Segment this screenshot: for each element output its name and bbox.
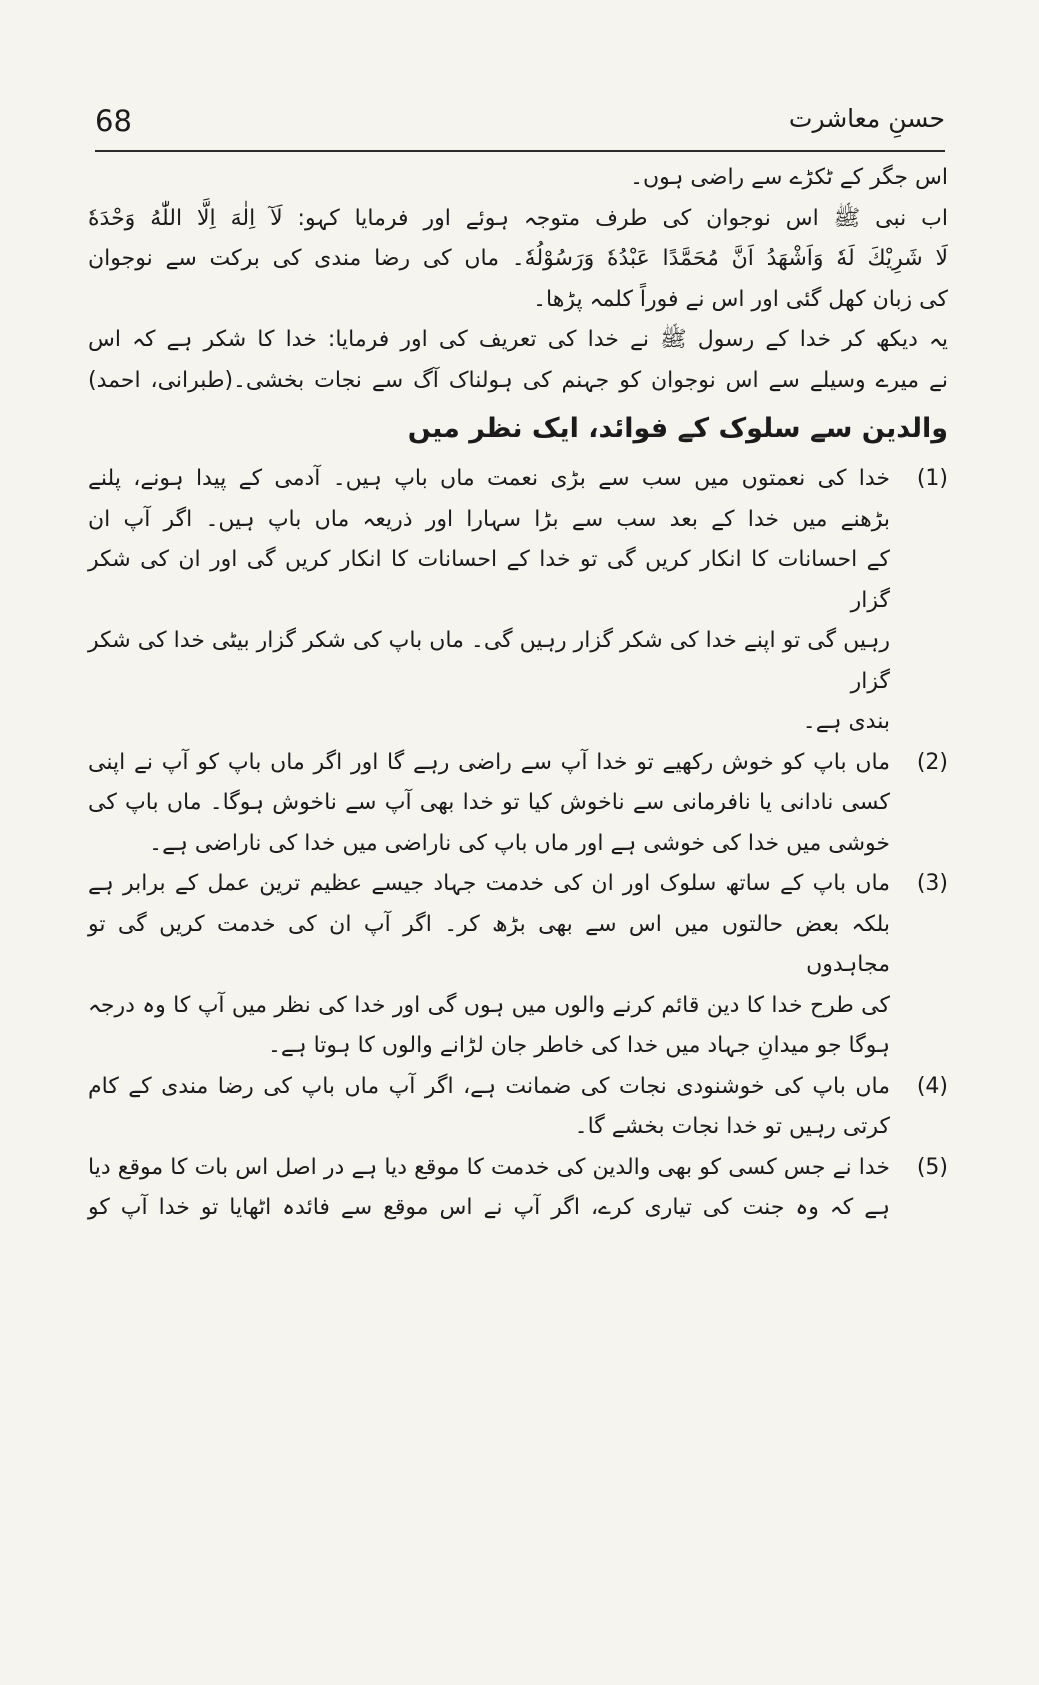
item-line: بلکہ بعض حالتوں میں اس سے بھی بڑھ کر۔ اگر آپ ان کی خدمت کریں گی تو مجاہدوں	[88, 911, 890, 977]
item-line: کی طرح خدا کا دین قائم کرنے والوں میں ہوں گی اور خدا کی نظر میں آپ کا وہ درجہ	[88, 992, 890, 1018]
item-line: بڑھنے میں خدا کے بعد سب سے بڑا سہارا اور ذریعہ ماں باپ ہیں۔ اگر آپ ان	[88, 506, 890, 532]
item-text	[88, 459, 890, 743]
item-line: ہوگا جو میدانِ جہاد میں خدا کی خاطر جان لڑانے والوں کا ہوتا ہے۔	[267, 1033, 890, 1058]
list-item	[88, 1067, 948, 1148]
item-number: (1)	[916, 466, 948, 491]
page-number: 68	[95, 104, 132, 138]
section-heading: والدین سے سلوک کے فوائد، ایک نظر میں	[407, 413, 948, 444]
intro-line-6: نے میرے وسیلے سے اس نوجوان کو جہنم کی ہولناک آگ سے نجات بخشی۔(طبرانی، احمد)	[88, 367, 948, 393]
item-text	[88, 1148, 890, 1229]
book-title: حسنِ معاشرت	[788, 104, 945, 133]
item-line: ماں باپ کو خوش رکھیے تو خدا آپ سے راضی رہے گا اور اگر ماں باپ کو آپ نے اپنی	[88, 749, 890, 775]
intro-line-3: لَا شَرِيْكَ لَهٗ وَاَشْهَدُ اَنَّ مُحَمَّدًا عَبْدُهٗ وَرَسُوْلُهٗ۔ ماں کی رضا مندی کی برکت سے نوجوان	[88, 246, 948, 271]
item-line: رہیں گی تو اپنے خدا کی شکر گزار رہیں گی۔ ماں باپ کی شکر گزار بیٹی خدا کی شکر گزار	[88, 628, 890, 694]
intro-line-4: کی زبان کھل گئی اور اس نے فوراً کلمہ پڑھا۔	[533, 286, 948, 312]
intro-line-5: یہ دیکھ کر خدا کے رسول ﷺ نے خدا کی تعریف کی اور فرمایا: خدا کا شکر ہے کہ اس	[88, 327, 948, 352]
item-line: خدا نے جس کسی کو بھی والدین کی خدمت کا موقع دیا ہے در اصل اس بات کا موقع دیا	[88, 1154, 890, 1180]
item-line: ماں باپ کی خوشنودی نجات کی ضمانت ہے، اگر آپ ماں باپ کی رضا مندی کے کام	[88, 1073, 890, 1099]
item-line: کرتی رہیں تو خدا نجات بخشے گا۔	[574, 1114, 890, 1139]
item-line: کے احسانات کا انکار کریں گی تو خدا کے احسانات کا انکار کریں گی اور ان کی شکر گزار	[88, 547, 890, 613]
item-text	[88, 743, 890, 865]
item-text	[88, 864, 890, 1067]
item-number: (4)	[916, 1073, 948, 1099]
item-line: ہے کہ وہ جنت کی تیاری کرے، اگر آپ نے اس موقع سے فائدہ اٹھایا تو خدا آپ کو	[88, 1195, 890, 1220]
item-line: بندی ہے۔	[802, 709, 890, 734]
list-item	[88, 459, 948, 743]
item-line: کسی نادانی یا نافرمانی سے ناخوش کیا تو خدا بھی آپ سے ناخوش ہوگا۔ ماں باپ کی	[88, 790, 890, 815]
intro-line-1: اس جگر کے ٹکڑے سے راضی ہوں۔	[630, 165, 948, 190]
item-line: خدا کی نعمتوں میں سب سے بڑی نعمت ماں باپ ہیں۔ آدمی کے پیدا ہونے، پلنے	[88, 466, 890, 491]
item-text	[88, 1067, 890, 1148]
list-item	[88, 743, 948, 865]
header-rule	[95, 150, 945, 152]
list-item	[88, 864, 948, 1067]
page-header	[95, 100, 945, 150]
intro-line-2: اب نبی ﷺ اس نوجوان کی طرف متوجہ ہوئے اور فرمایا کہو: لَآ اِلٰهَ اِلَّا اللّٰهُ وَحْدَهٗ	[88, 205, 948, 231]
item-number: (5)	[916, 1154, 948, 1180]
item-number: (2)	[916, 749, 948, 775]
item-line: خوشی میں خدا کی خوشی ہے اور ماں باپ کی ناراضی میں خدا کی ناراضی ہے۔	[149, 830, 890, 856]
list-item	[88, 1148, 948, 1229]
item-number: (3)	[916, 871, 948, 896]
item-line: ماں باپ کے ساتھ سلوک اور ان کی خدمت جہاد جیسے عظیم ترین عمل کے برابر ہے	[88, 871, 890, 896]
page-body	[88, 158, 948, 1229]
